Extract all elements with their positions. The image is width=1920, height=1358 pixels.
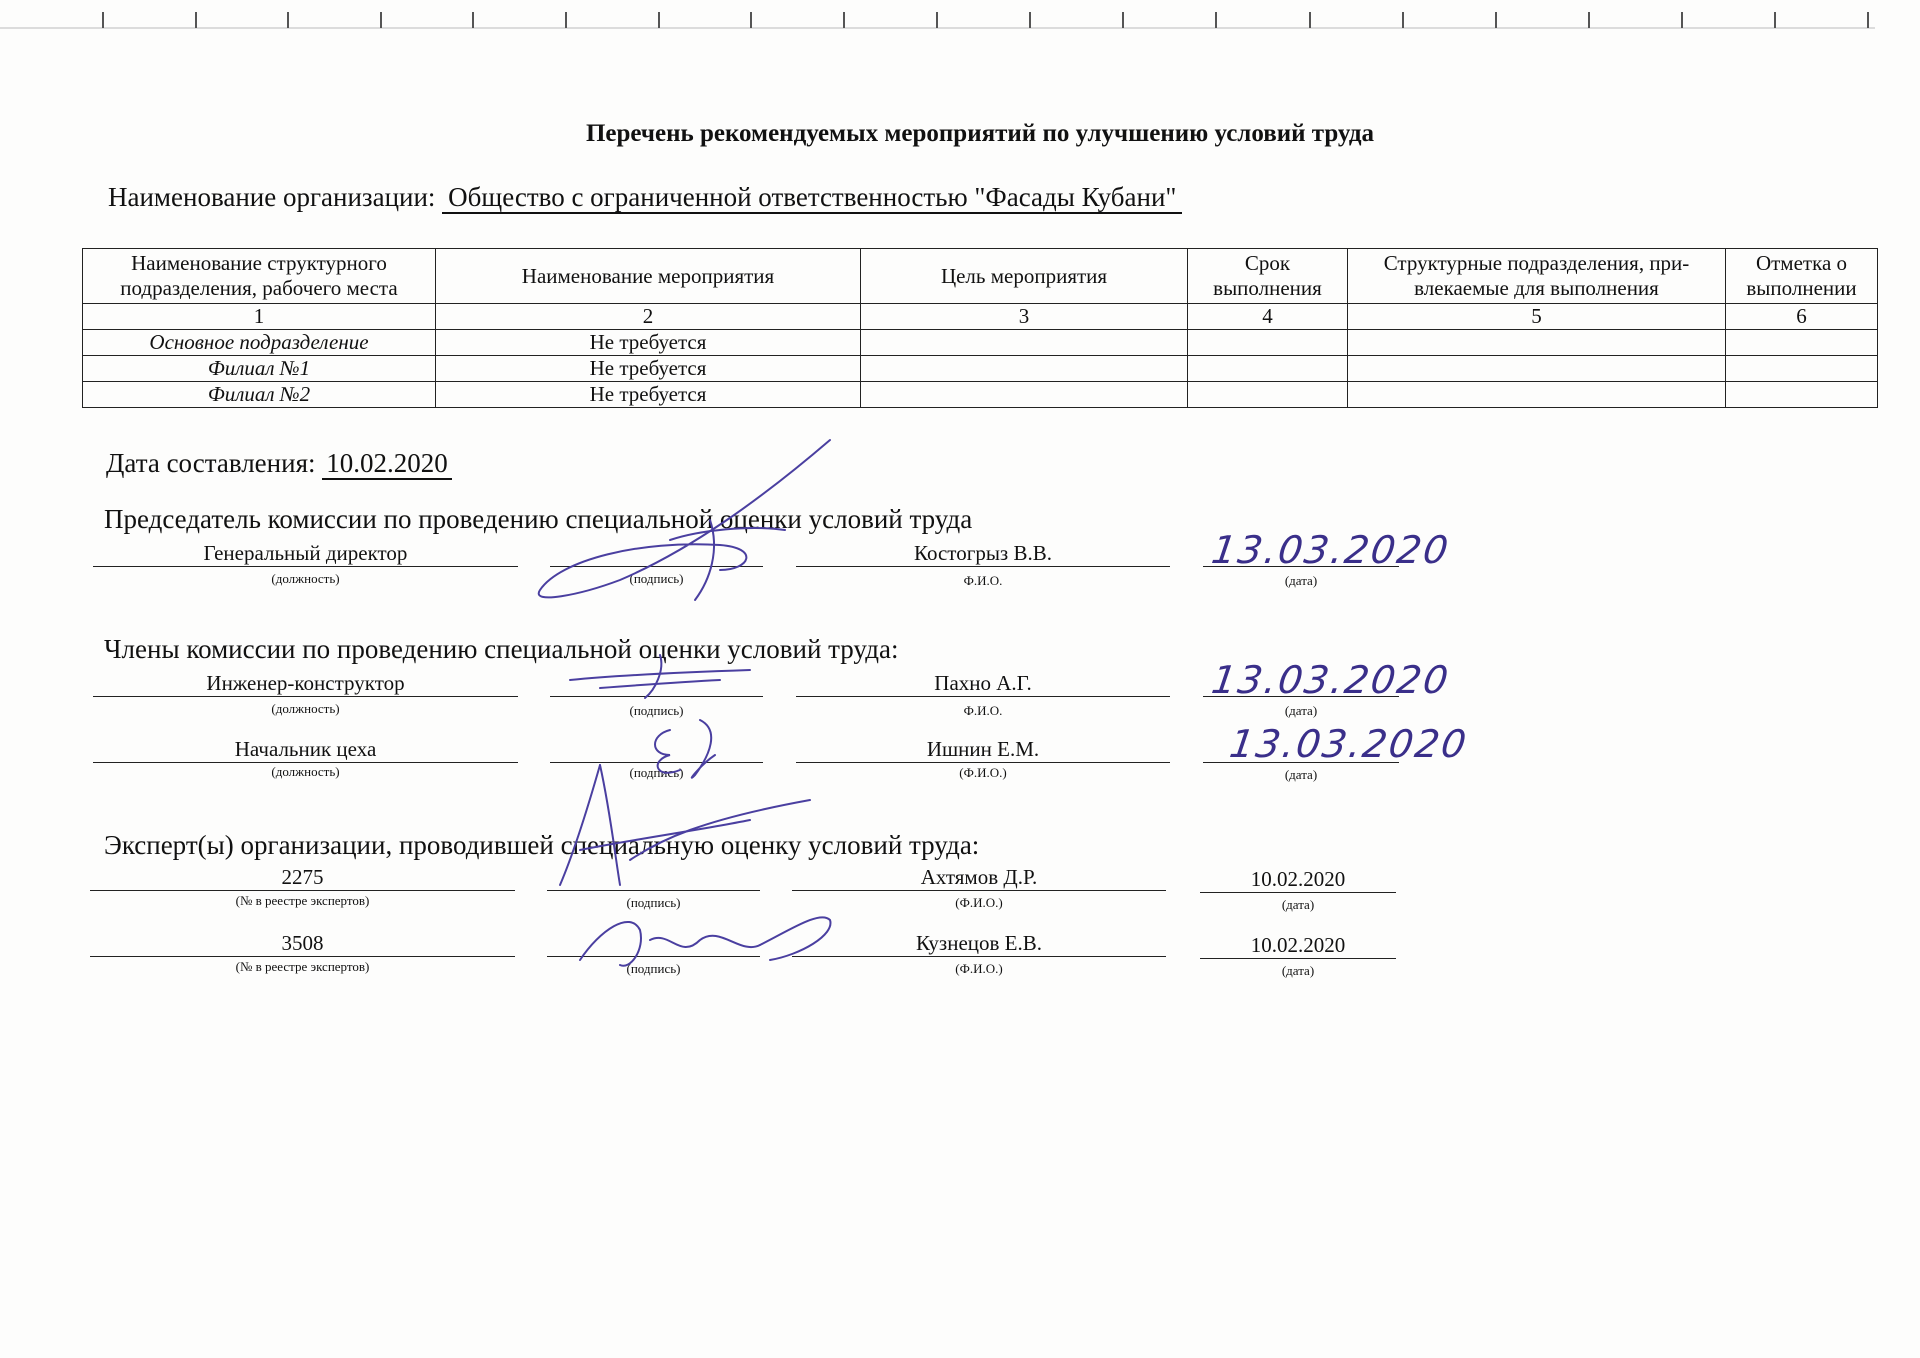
column-number: 4	[1188, 304, 1348, 330]
table-row	[83, 382, 1878, 408]
unit-cell: Основное подразделение	[83, 330, 436, 356]
column-number-row	[83, 304, 1878, 330]
caption-date: (дата)	[1284, 573, 1318, 588]
compilation-date-line	[106, 448, 452, 479]
caption-date: (дата)	[1284, 703, 1318, 718]
caption-signature: (подпись)	[629, 765, 684, 780]
column-number: 5	[1348, 304, 1726, 330]
caption-name: Ф.И.О.	[963, 573, 1003, 588]
caption-position: (должность)	[271, 571, 340, 586]
organization-line	[108, 182, 1182, 213]
compilation-date-value: 10.02.2020	[322, 448, 452, 480]
compilation-date-label: Дата составления:	[106, 448, 316, 478]
chairman-handwritten-date: 13.03.2020	[1208, 528, 1453, 572]
goal-cell	[861, 382, 1188, 408]
deadline-cell	[1188, 330, 1348, 356]
expert-registry-number: 3508	[90, 930, 515, 957]
measure-cell: Не требуется	[436, 356, 861, 382]
caption-position: (должность)	[271, 701, 340, 716]
caption-signature: (подпись)	[626, 895, 681, 910]
goal-cell	[861, 356, 1188, 382]
member-signature-image	[560, 650, 760, 700]
member-name: Пахно А.Г.	[796, 670, 1170, 697]
departments-cell	[1348, 382, 1726, 408]
header-goal: Цель мероприятия	[861, 249, 1188, 304]
header-unit: Наименование структурного подразделения, рабочего места	[83, 249, 436, 304]
table-row	[83, 330, 1878, 356]
deadline-cell	[1188, 356, 1348, 382]
column-number: 6	[1726, 304, 1878, 330]
header-deadline: Срок выполнения	[1188, 249, 1348, 304]
table-row	[83, 356, 1878, 382]
header-measure: Наименование мероприятия	[436, 249, 861, 304]
measures-table	[82, 248, 1878, 408]
column-number: 3	[861, 304, 1188, 330]
caption-name: (Ф.И.О.)	[955, 895, 1003, 910]
caption-signature: (подпись)	[626, 961, 681, 976]
expert-name: Ахтямов Д.Р.	[792, 864, 1166, 891]
caption-signature: (подпись)	[629, 571, 684, 586]
caption-position: (должность)	[271, 764, 340, 779]
column-number: 1	[83, 304, 436, 330]
measure-cell: Не требуется	[436, 330, 861, 356]
chairman-name: Костогрыз В.В.	[796, 540, 1170, 567]
organization-label: Наименование организации:	[108, 182, 436, 212]
caption-name: Ф.И.О.	[963, 703, 1003, 718]
completion-cell	[1726, 382, 1878, 408]
expert-signature-image	[550, 760, 820, 895]
column-number: 2	[436, 304, 861, 330]
expert-name: Кузнецов Е.В.	[792, 930, 1166, 957]
header-departments: Структурные подразделения, при-влекаемые для выполнения	[1348, 249, 1726, 304]
member-handwritten-date: 13.03.2020	[1226, 722, 1471, 766]
scan-edge-ticks	[0, 0, 1920, 40]
deadline-cell	[1188, 382, 1348, 408]
goal-cell	[861, 330, 1188, 356]
departments-cell	[1348, 330, 1726, 356]
document-title: Перечень рекомендуемых мероприятий по улучшению условий труда	[585, 120, 1375, 147]
member-position: Инженер-конструктор	[93, 670, 518, 697]
completion-cell	[1726, 330, 1878, 356]
departments-cell	[1348, 356, 1726, 382]
caption-name: (Ф.И.О.)	[955, 961, 1003, 976]
expert-signature-image	[570, 900, 840, 980]
member-name: Ишнин Е.М.	[796, 736, 1170, 763]
member-handwritten-date: 13.03.2020	[1208, 658, 1453, 702]
table-header-row	[83, 249, 1878, 304]
organization-name: Общество с ограниченной ответственностью "Фасады Кубани"	[442, 182, 1182, 214]
caption-signature: (подпись)	[629, 703, 684, 718]
chairman-heading: Председатель комиссии по проведению специальной оценки условий труда	[104, 504, 973, 534]
caption-registry: (№ в реестре экспертов)	[235, 893, 370, 908]
caption-date: (дата)	[1284, 767, 1318, 782]
expert-registry-number: 2275	[90, 864, 515, 891]
measure-cell: Не требуется	[436, 382, 861, 408]
unit-cell: Филиал №1	[83, 356, 436, 382]
members-heading: Члены комиссии по проведению специальной оценки условий труда:	[104, 634, 899, 664]
chairman-signature-image	[520, 430, 840, 610]
experts-heading: Эксперт(ы) организации, проводившей специальную оценку условий труда:	[104, 830, 980, 860]
completion-cell	[1726, 356, 1878, 382]
member-position: Начальник цеха	[93, 736, 518, 763]
caption-registry: (№ в реестре экспертов)	[235, 959, 370, 974]
caption-date: (дата)	[1281, 963, 1315, 978]
unit-cell: Филиал №2	[83, 382, 436, 408]
expert-date: 10.02.2020	[1200, 932, 1396, 959]
caption-date: (дата)	[1281, 897, 1315, 912]
caption-name: (Ф.И.О.)	[959, 765, 1007, 780]
expert-date: 10.02.2020	[1200, 866, 1396, 893]
chairman-position: Генеральный директор	[93, 540, 518, 567]
header-completion: Отметка о выполнении	[1726, 249, 1878, 304]
